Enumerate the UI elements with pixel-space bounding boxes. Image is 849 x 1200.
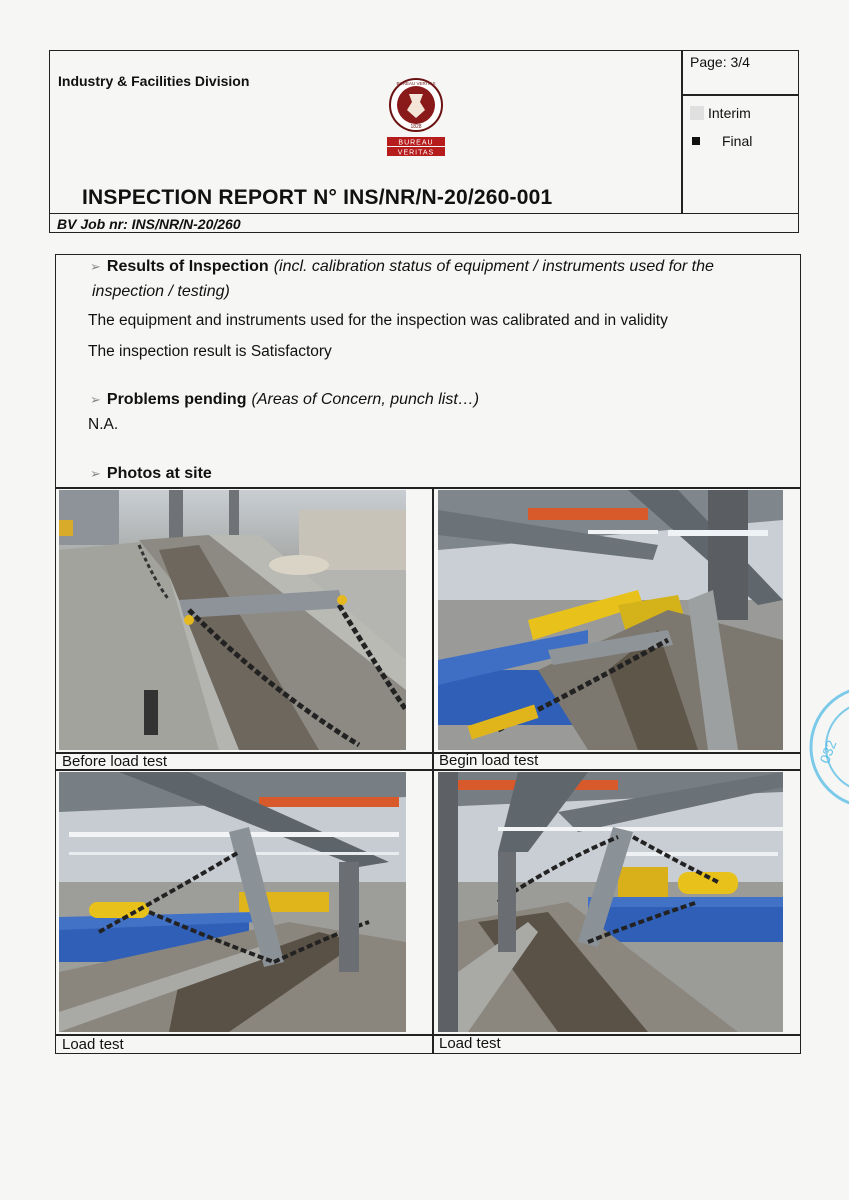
results-note: (incl. calibration status of equipment / instruments used for the (273, 258, 714, 275)
page-number: Page: 3/4 (690, 54, 750, 70)
photo-begin-load-test (438, 490, 783, 750)
results-line-2: The inspection result is Satisfactory (88, 343, 332, 360)
logo-word-1: BUREAU (398, 139, 434, 147)
photo-caption: Begin load test (439, 752, 539, 769)
results-title: Results of Inspection (106, 258, 269, 275)
division-name: Industry & Facilities Division (58, 73, 250, 89)
arrow-bullet-icon: ➢ (90, 392, 101, 407)
interim-checkbox-icon (690, 106, 704, 120)
photo-grid-vertical-line (432, 487, 434, 1054)
photo-load-test-2 (438, 772, 783, 1032)
photos-heading (90, 465, 217, 483)
photo-caption: Before load test (62, 753, 168, 770)
option-final (690, 133, 752, 149)
stamp-text: 032 (816, 737, 840, 766)
results-line-1: The equipment and instruments used for the inspection was calibrated and in validity (88, 312, 668, 329)
header-divider (681, 50, 683, 214)
photo-caption: Load test (62, 1036, 124, 1053)
problems-heading (90, 391, 479, 409)
photo-grid-line (55, 1034, 801, 1036)
logo-word-2: VERITAS (397, 149, 435, 157)
logo-year: 1828 (410, 124, 422, 130)
problems-title: Problems pending (106, 391, 247, 408)
problems-note: (Areas of Concern, punch list…) (251, 391, 480, 408)
final-label: Final (722, 133, 753, 149)
final-checkbox-icon (692, 137, 700, 145)
arrow-bullet-icon: ➢ (90, 259, 101, 274)
report-title: INSPECTION REPORT N° INS/NR/N-20/260-001 (82, 186, 553, 209)
logo-ring-text: BUREAU VERITAS (396, 81, 436, 86)
interim-label: Interim (708, 105, 751, 121)
photo-caption: Load test (439, 1035, 501, 1052)
bureau-veritas-logo (383, 76, 449, 158)
problems-value: N.A. (88, 416, 119, 433)
photo-grid-top-line (55, 487, 801, 489)
results-note-cont: inspection / testing) (92, 283, 230, 300)
option-interim (690, 105, 751, 121)
photo-load-test-1 (59, 772, 406, 1032)
photo-before-load-test (59, 490, 406, 750)
official-stamp (806, 682, 849, 812)
header-page-separator (681, 94, 799, 96)
arrow-bullet-icon: ➢ (90, 466, 101, 481)
job-number: BV Job nr: INS/NR/N-20/260 (57, 216, 241, 232)
results-heading (90, 258, 714, 276)
photos-title: Photos at site (106, 465, 212, 482)
